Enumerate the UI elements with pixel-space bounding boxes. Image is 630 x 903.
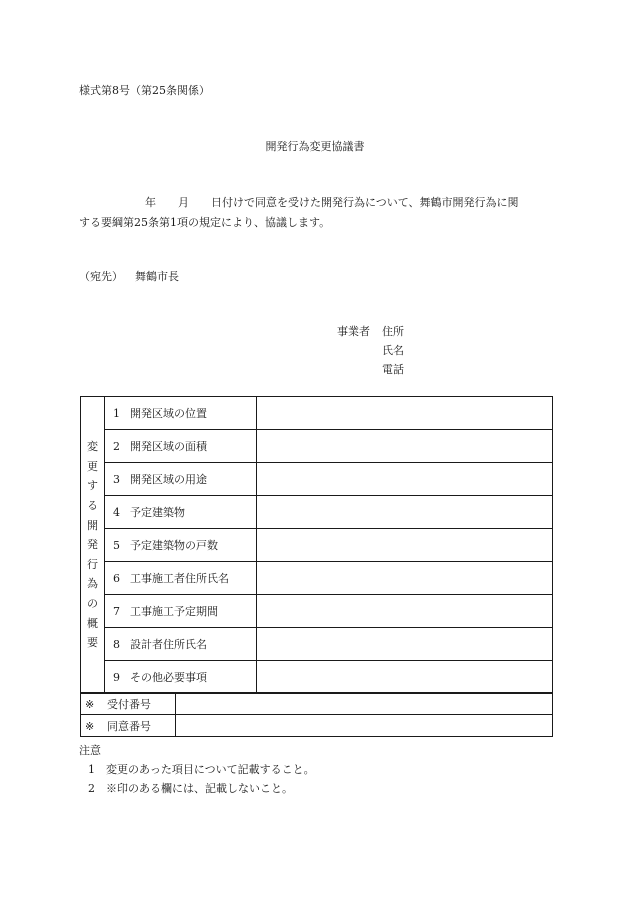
applicant-address-label: 住所 [382,325,404,338]
applicant-name-label: 氏名 [382,344,404,357]
outline-heading: 変 更 す る 開 発 行 為 の 概 要 [81,397,105,694]
body-line-1-rest: 日付けで同意を受けた開発行為について、舞鶴市開発行為に関 [211,196,519,209]
addressee-label: （宛先） [79,270,123,283]
item-label: 8 設計者住所氏名 [105,628,257,661]
table-row [81,661,553,694]
table-row [81,595,553,628]
notes-heading: 注意 [79,744,101,757]
item-value-field[interactable] [257,430,553,463]
item-label: 7 工事施工予定期間 [105,595,257,628]
table-row [81,397,553,430]
addressee-name: 舞鶴市長 [135,270,179,283]
item-value-field[interactable] [257,661,553,694]
table-row [81,463,553,496]
item-label: 9 その他必要事項 [105,661,257,694]
table-row [81,715,553,737]
item-value-field[interactable] [257,397,553,430]
item-label: 6 工事施工者住所氏名 [105,562,257,595]
item-label: 4 予定建築物 [105,496,257,529]
item-value-field[interactable] [257,496,553,529]
document-title: 開発行為変更協議書 [265,140,365,153]
applicant-label: 事業者 [337,325,370,338]
item-label: 2 開発区域の面積 [105,430,257,463]
item-value-field[interactable] [257,529,553,562]
consent-number-label: ※ 同意番号 [81,715,176,737]
item-value-field[interactable] [257,628,553,661]
item-label: 5 予定建築物の戸数 [105,529,257,562]
body-text-line-1 [79,194,557,210]
table-row [81,628,553,661]
consent-number-field[interactable] [176,715,553,737]
item-value-field[interactable] [257,595,553,628]
item-value-field[interactable] [257,562,553,595]
reception-number-label: ※ 受付番号 [81,693,176,715]
body-text-line-2: する要綱第25条第1項の規定により、協議します。 [79,216,331,229]
note-item: 1 変更のあった項目について記載すること。 [88,763,315,776]
item-label: 1 開発区域の位置 [105,397,257,430]
applicant-phone-label: 電話 [382,363,404,376]
table-row [81,529,553,562]
change-outline-table [80,396,553,694]
office-use-table [80,692,553,737]
addressee [79,268,179,284]
year-label: 年 [145,196,156,209]
table-row [81,496,553,529]
reception-number-field[interactable] [176,693,553,715]
item-label: 3 開発区域の用途 [105,463,257,496]
table-row [81,562,553,595]
form-number: 様式第8号（第25条関係） [79,84,210,97]
month-label: 月 [178,196,189,209]
table-row [81,693,553,715]
table-row [81,430,553,463]
note-item: 2 ※印のある欄には、記載しないこと。 [88,782,293,795]
item-value-field[interactable] [257,463,553,496]
